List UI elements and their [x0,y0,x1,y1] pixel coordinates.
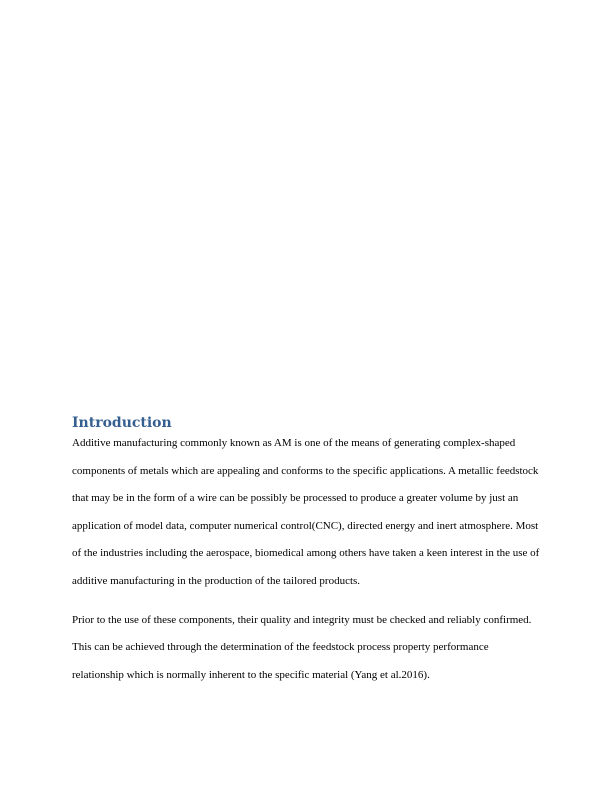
section-heading: Introduction [72,415,172,431]
document-body [72,414,540,689]
paragraph-2: Prior to the use of these components, their quality and integrity must be checked and reliably confirmed. This can be achieved through the determination of the feedstock process property performance relationship which is normally inherent to the specific material (Yang et al.2016). [72,613,532,681]
paragraph-1: Additive manufacturing commonly known as AM is one of the means of generating complex-shaped components of metals which are appealing and conforms to the specific applications. A metallic feedstock that may be in the form of a wire can be possibly be processed to produce a greater volume by just an application of model data, computer numerical control(CNC), directed energy and inert atmosphere. Most of the industries including the aerospace, biomedical among others have taken a keen interest in the use of additive manufacturing in the production of the tailored products. [72,437,540,587]
